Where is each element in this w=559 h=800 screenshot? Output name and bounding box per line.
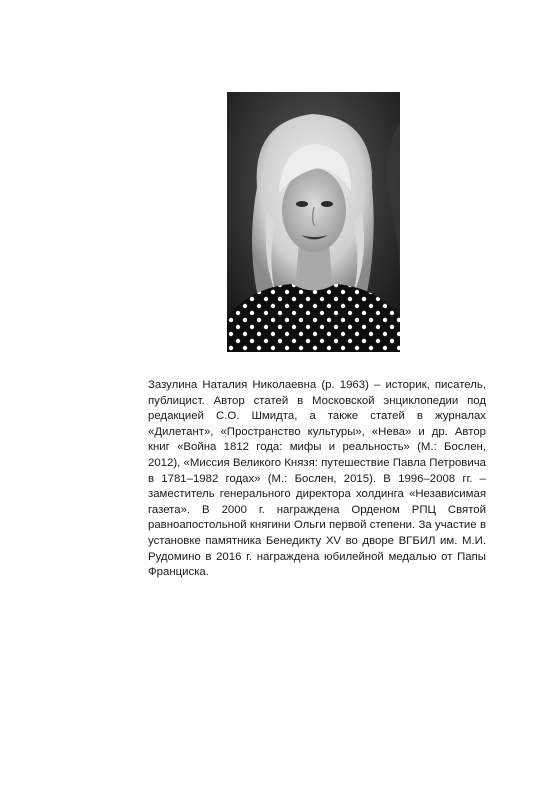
author-portrait-photo: [227, 92, 400, 352]
author-biography: Зазулина Наталия Николаевна (р. 1963) – историк, писатель, публицист. Автор статей в Московской энциклопедии под редакцией С.О. Шмидта, а также статей в журналах «Дилетант», «Пространство культуры», «Нева» и др. Автор книг «Война 1812 года: мифы и реальность» (М.: Бослен, 2012), «Миссия Великого Князя: путешествие Павла Петровича в 1781–1982 годах» (М.: Бослен, 2015). В 1996–2008 гг. – заместитель генерального директора холдинга «Независимая газета». В 2000 г. награждена Орденом РПЦ Святой равноапостольной княгини Ольги первой степени. За участие в установке памятника Бенедикту XV во дворе ВГБИЛ им. М.И. Рудомино в 2016 г. награждена юбилейной медалью от Папы Франциска.: [148, 379, 486, 579]
portrait-illustration: [227, 92, 400, 352]
